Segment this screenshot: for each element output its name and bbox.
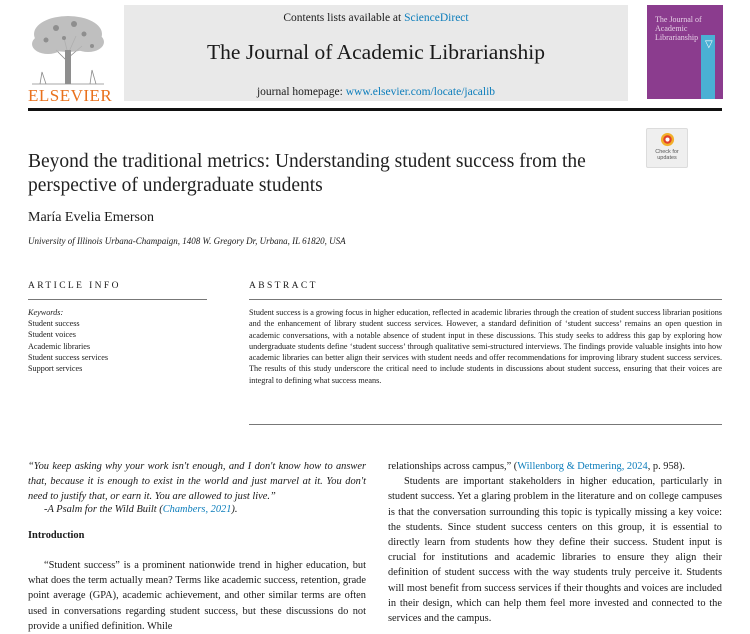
author-name[interactable]: María Evelia Emerson (28, 210, 154, 225)
abstract-body: Student success is a growing focus in higher education, reflected in academic libraries through the creation of student success librarian positions and the enhancement of library student success services. However, a standard definition of ‘student success’ remains an open question in academic conversations, with a notable absence of student input in these discussions. This study seeks to address this gap by exploring how undergraduate students define ‘student success’ through qualitative semi-structured interviews. The findings provide valuable insights into how academic libraries can better align their services with student needs and offer recommendations for improving library student success services. The results of this study underscore the critical need to include students in discussions about student success, ensuring that their voices are integral to defining what success means. (249, 308, 722, 385)
article-info-divider (28, 299, 207, 300)
contents-prefix: Contents lists available at (283, 12, 405, 24)
keyword-item[interactable]: Student success services (28, 352, 109, 362)
lead-text: relationships across campus,” ( (388, 461, 518, 472)
journal-title[interactable]: The Journal of Academic Librarianship (207, 40, 545, 64)
keyword-item[interactable]: Support services (28, 364, 83, 374)
keyword-item[interactable]: Student success (28, 319, 80, 329)
abstract-heading: ABSTRACT (249, 281, 318, 291)
epigraph-quote: “You keep asking why your work isn't enough, and I don't know how to answer that, because it is enough to exist in the world and just marvel at it. You don't need to justify that, or earn it. You are allowed to just live.” (28, 461, 366, 503)
journal-homepage-line (124, 86, 628, 98)
body-column-right (388, 459, 722, 626)
epigraph-citation (44, 502, 364, 517)
homepage-prefix: journal homepage: (256, 86, 346, 98)
sciencedirect-link[interactable]: ScienceDirect (404, 12, 469, 24)
body-paragraph: “Student success” is a prominent nationwide trend in higher education, but what does the term actually mean? Terms like academic success, retention, grade point average (GPA), academic achievement, and other similar terms are often used in conversations regarding student success, but these discussions do not provide a unified definition. While (28, 560, 366, 632)
article-title: Beyond the traditional metrics: Understanding student success from the perspective of undergraduate students (28, 151, 586, 196)
journal-homepage-link[interactable]: www.elsevier.com/locate/jacalib (345, 86, 496, 98)
introduction-heading: Introduction (28, 530, 85, 541)
header-divider (28, 108, 722, 111)
keywords-list (28, 307, 208, 374)
lead-suffix: , p. 958). (647, 461, 685, 472)
citation-prefix: -A Psalm for the Wild Built ( (44, 504, 163, 515)
check-updates-icon (660, 132, 675, 147)
chambers-reference-link[interactable]: Chambers, 2021 (162, 504, 232, 515)
willenborg-reference-link[interactable]: Willenborg & Detmering, 2024 (517, 461, 648, 472)
citation-suffix: ). (231, 504, 238, 515)
keywords-label: Keywords: (28, 308, 64, 317)
journal-cover-thumbnail[interactable] (647, 5, 723, 99)
keyword-item[interactable]: Student voices (28, 330, 76, 340)
cover-title: The Journal of Academic Librarianship (655, 15, 702, 42)
cover-triangle-icon: ▽ (705, 39, 713, 50)
body-column-left (28, 558, 366, 634)
keyword-item[interactable]: Academic libraries (28, 341, 91, 351)
author-affiliation: University of Illinois Urbana-Champaign, 1408 W. Gregory Dr, Urbana, IL 61820, USA (28, 236, 346, 246)
check-updates-label: Check for updates (655, 149, 679, 161)
contents-available-line (124, 12, 628, 24)
body-paragraph: Students are important stakeholders in higher education, particularly in student success. Yet a glaring problem in the literature and on college campuses is that the conversation surrounding this topic is typically missing a key voice: the students. Since student success centers on this group, it is essential to directly learn from students how they define their success. Student input is crucial for institutions and academic libraries to ensure they align their definition of student success with the way students truly perceive it. Students will most benefit from success services if their thoughts and voices are included in their design, which can help them feel more invested and connected to the services and the campus. (388, 476, 722, 625)
check-for-updates-button[interactable] (646, 128, 688, 168)
body-paragraph-lead (388, 459, 722, 474)
abstract-divider (249, 299, 722, 300)
publisher-name[interactable]: ELSEVIER (28, 86, 113, 105)
abstract-bottom-divider (249, 424, 722, 425)
article-info-heading: ARTICLE INFO (28, 281, 121, 291)
